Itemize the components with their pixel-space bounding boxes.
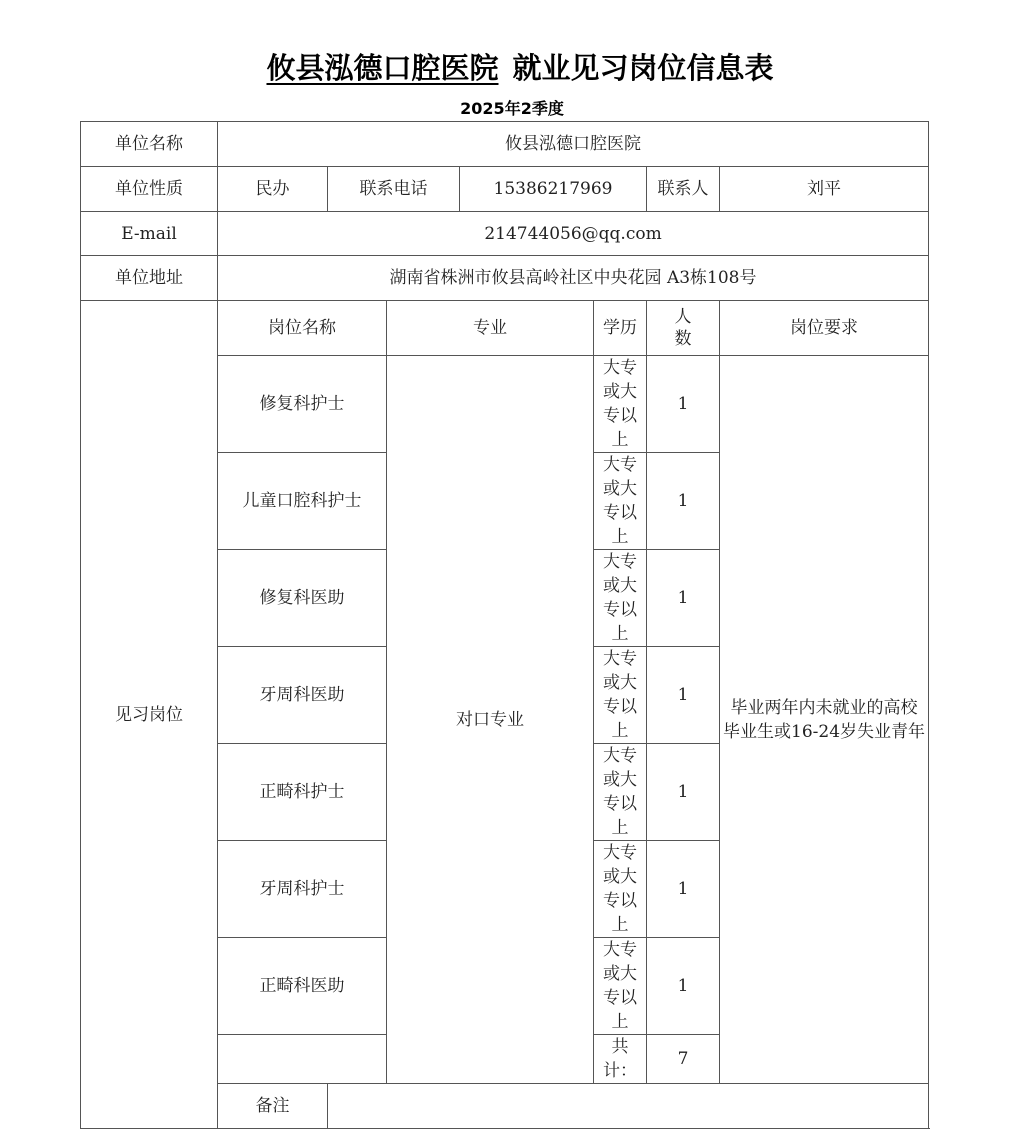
address-label: 单位地址 bbox=[81, 256, 218, 301]
unit-name-label: 单位名称 bbox=[81, 122, 218, 167]
education-header: 学历 bbox=[594, 301, 647, 356]
position-education: 大专或大专以上 bbox=[594, 453, 647, 550]
position-name: 正畸科护士 bbox=[218, 744, 387, 841]
total-count: 7 bbox=[647, 1035, 720, 1084]
position-education: 大专或大专以上 bbox=[594, 841, 647, 938]
position-count: 1 bbox=[647, 938, 720, 1035]
empty-cell bbox=[218, 1035, 387, 1084]
title-form-name: 就业见习岗位信息表 bbox=[512, 51, 774, 85]
major-header: 专业 bbox=[387, 301, 594, 356]
position-count: 1 bbox=[647, 356, 720, 453]
contact-label: 联系人 bbox=[647, 167, 720, 212]
internship-label: 见习岗位 bbox=[81, 301, 218, 1129]
position-count: 1 bbox=[647, 744, 720, 841]
position-education: 大专或大专以上 bbox=[594, 550, 647, 647]
title-org-name: 攸县泓德口腔医院 bbox=[266, 51, 499, 85]
quarter-subtitle: 2025年2季度 bbox=[460, 99, 564, 118]
position-count: 1 bbox=[647, 647, 720, 744]
position-count: 1 bbox=[647, 453, 720, 550]
phone-label: 联系电话 bbox=[328, 167, 460, 212]
contact-value: 刘平 bbox=[720, 167, 929, 212]
position-name-header: 岗位名称 bbox=[218, 301, 387, 356]
position-name: 修复科护士 bbox=[218, 356, 387, 453]
position-name: 正畸科医助 bbox=[218, 938, 387, 1035]
headcount-header-text: 人数 bbox=[674, 307, 692, 349]
unit-nature-value: 民办 bbox=[218, 167, 328, 212]
position-name: 牙周科医助 bbox=[218, 647, 387, 744]
unit-nature-label: 单位性质 bbox=[81, 167, 218, 212]
email-value: 214744056@qq.com bbox=[218, 212, 929, 256]
position-education: 大专或大专以上 bbox=[594, 938, 647, 1035]
remarks-label: 备注 bbox=[218, 1084, 328, 1129]
row-unit-name bbox=[81, 122, 929, 167]
requirements-header: 岗位要求 bbox=[720, 301, 929, 356]
address-value: 湖南省株洲市攸县高岭社区中央花园 A3栋108号 bbox=[218, 256, 929, 301]
requirements-value: 毕业两年内未就业的高校毕业生或16-24岁失业青年 bbox=[720, 356, 929, 1084]
row-address bbox=[81, 256, 929, 301]
major-value: 对口专业 bbox=[387, 356, 594, 1084]
position-count: 1 bbox=[647, 841, 720, 938]
position-education: 大专或大专以上 bbox=[594, 647, 647, 744]
position-education: 大专或大专以上 bbox=[594, 356, 647, 453]
remarks-value bbox=[328, 1084, 929, 1129]
position-name: 儿童口腔科护士 bbox=[218, 453, 387, 550]
row-position-header bbox=[81, 301, 929, 356]
row-email bbox=[81, 212, 929, 256]
email-label: E-mail bbox=[81, 212, 218, 256]
phone-value: 15386217969 bbox=[460, 167, 647, 212]
unit-name-value: 攸县泓德口腔医院 bbox=[218, 122, 929, 167]
document-title bbox=[0, 48, 1024, 88]
internship-info-table bbox=[80, 121, 929, 1129]
total-label: 共计： bbox=[594, 1035, 647, 1084]
position-education: 大专或大专以上 bbox=[594, 744, 647, 841]
headcount-header bbox=[647, 301, 720, 356]
position-count: 1 bbox=[647, 550, 720, 647]
row-unit-nature bbox=[81, 167, 929, 212]
position-name: 修复科医助 bbox=[218, 550, 387, 647]
position-name: 牙周科护士 bbox=[218, 841, 387, 938]
